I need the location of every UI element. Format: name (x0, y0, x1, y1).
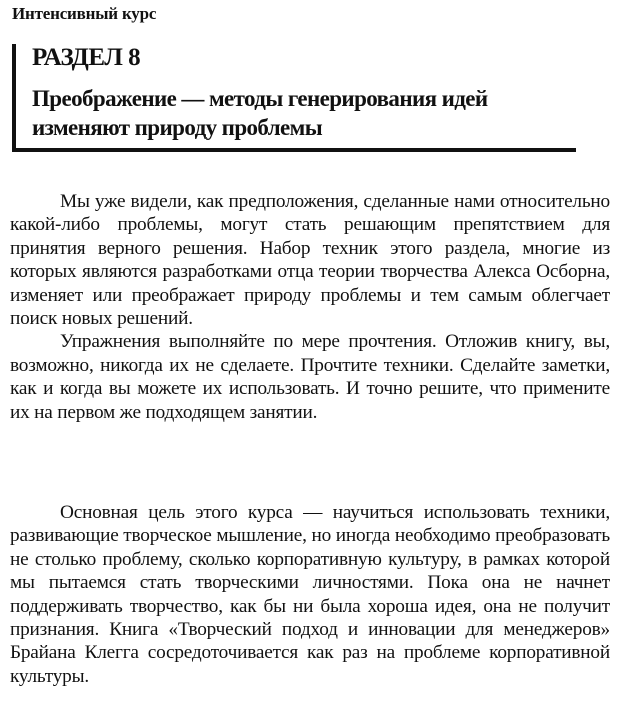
running-head: Интенсивный курс (12, 4, 157, 23)
body-block-main (10, 501, 610, 688)
paragraph-2: Упражнения выполняйте по мере прочтения. Отложив книгу, вы, возможно, никогда их не сделаете. Прочтите техники. Сделайте заметки, как и когда вы можете их использовать. И точно решите, что примените их на первом же подходящем занятии. (10, 331, 610, 423)
section-label: РАЗДЕЛ 8 (32, 44, 141, 71)
paragraph-3: Основная цель этого курса — научиться использовать техники, развивающие творческое мышление, но иногда необходимо преобразовать не столько проблему, сколько корпоративную культуру, в рамках которой мы пытаемся стать творческими личностями. Пока она не начнет поддерживать творчество, как бы ни была хороша идея, она не получит признания. Книга «Творческий подход и инновации для менеджеров» Брайана Клегга сосредоточивается как раз на проблеме корпоративной культуры. (10, 502, 610, 687)
body-block-intro (10, 190, 610, 424)
section-title: Преображение — методы генерирования идей изменяют природу проблемы (32, 86, 488, 140)
paragraph-1: Мы уже видели, как предположения, сделанные нами относительно какой-либо проблемы, могут стать решающим препятствием для принятия верного решения. Набор техник этого раздела, многие из которых являются разработками отца теории творчества Алекса Осборна, изменяет или преображает природу проблемы и тем самым облегчает поиск новых решений. (10, 191, 610, 330)
section-heading-box (12, 44, 576, 152)
